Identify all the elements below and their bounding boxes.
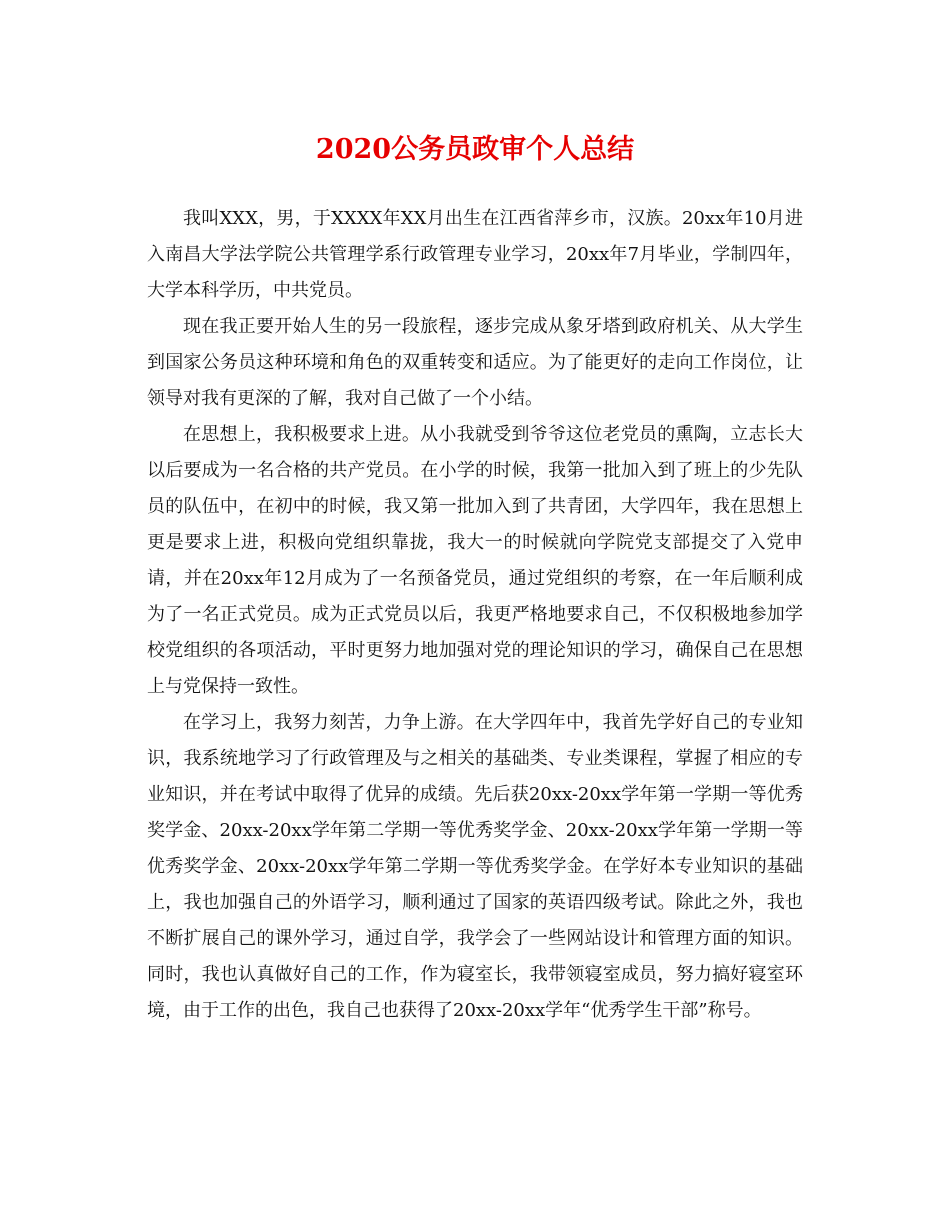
document-title: 2020公务员政审个人总结 — [315, 134, 635, 165]
paragraph-ideology: 在思想上，我积极要求上进。从小我就受到爷爷这位老党员的熏陶，立志长大以后要成为一名合格的共产党员。在小学的时候，我第一批加入到了班上的少先队员的队伍中，在初中的时候，我又第一批加入到了共青团，大学四年，我在思想上更是要求上进，积极向党组织靠拢，我大一的时候就向学院党支部提交了入党申请，并在20xx年12月成为了一名预备党员，通过党组织的考察，在一年后顺利成为了一名正式党员。成为正式党员以后，我更严格地要求自己，不仅积极地参加学校党组织的各项活动，平时更努力地加强对党的理论知识的学习，确保自己在思想上与党保持一致性。 — [147, 424, 803, 697]
paragraph-introduction: 现在我正要开始人生的另一段旅程，逐步完成从象牙塔到政府机关、从大学生到国家公务员这种环境和角色的双重转变和适应。为了能更好的走向工作岗位，让领导对我有更深的了解，我对自己做了一个小结。 — [147, 316, 803, 409]
paragraph-study: 在学习上，我努力刻苦，力争上游。在大学四年中，我首先学好自己的专业知识，我系统地学习了行政管理及与之相关的基础类、专业类课程，掌握了相应的专业知识，并在考试中取得了优异的成绩。先后获20xx-20xx学年第一学期一等优秀奖学金、20xx-20xx学年第二学期一等优秀奖学金、20xx-20xx学年第一学期一等优秀奖学金、20xx-20xx学年第二学期一等优秀奖学金。在学好本专业知识的基础上，我也加强自己的外语学习，顺利通过了国家的英语四级考试。除此之外，我也不断扩展自己的课外学习，通过自学，我学会了一些网站设计和管理方面的知识。同时，我也认真做好自己的工作，作为寝室长，我带领寝室成员，努力搞好寝室环境，由于工作的出色，我自己也获得了20xx-20xx学年“优秀学生干部”称号。 — [147, 712, 803, 1021]
document-body — [147, 201, 803, 1029]
paragraph-personal-info: 我叫XXX，男，于XXXX年XX月出生在江西省萍乡市，汉族。20xx年10月进入南昌大学法学院公共管理学系行政管理专业学习，20xx年7月毕业，学制四年，大学本科学历，中共党员。 — [147, 208, 803, 301]
